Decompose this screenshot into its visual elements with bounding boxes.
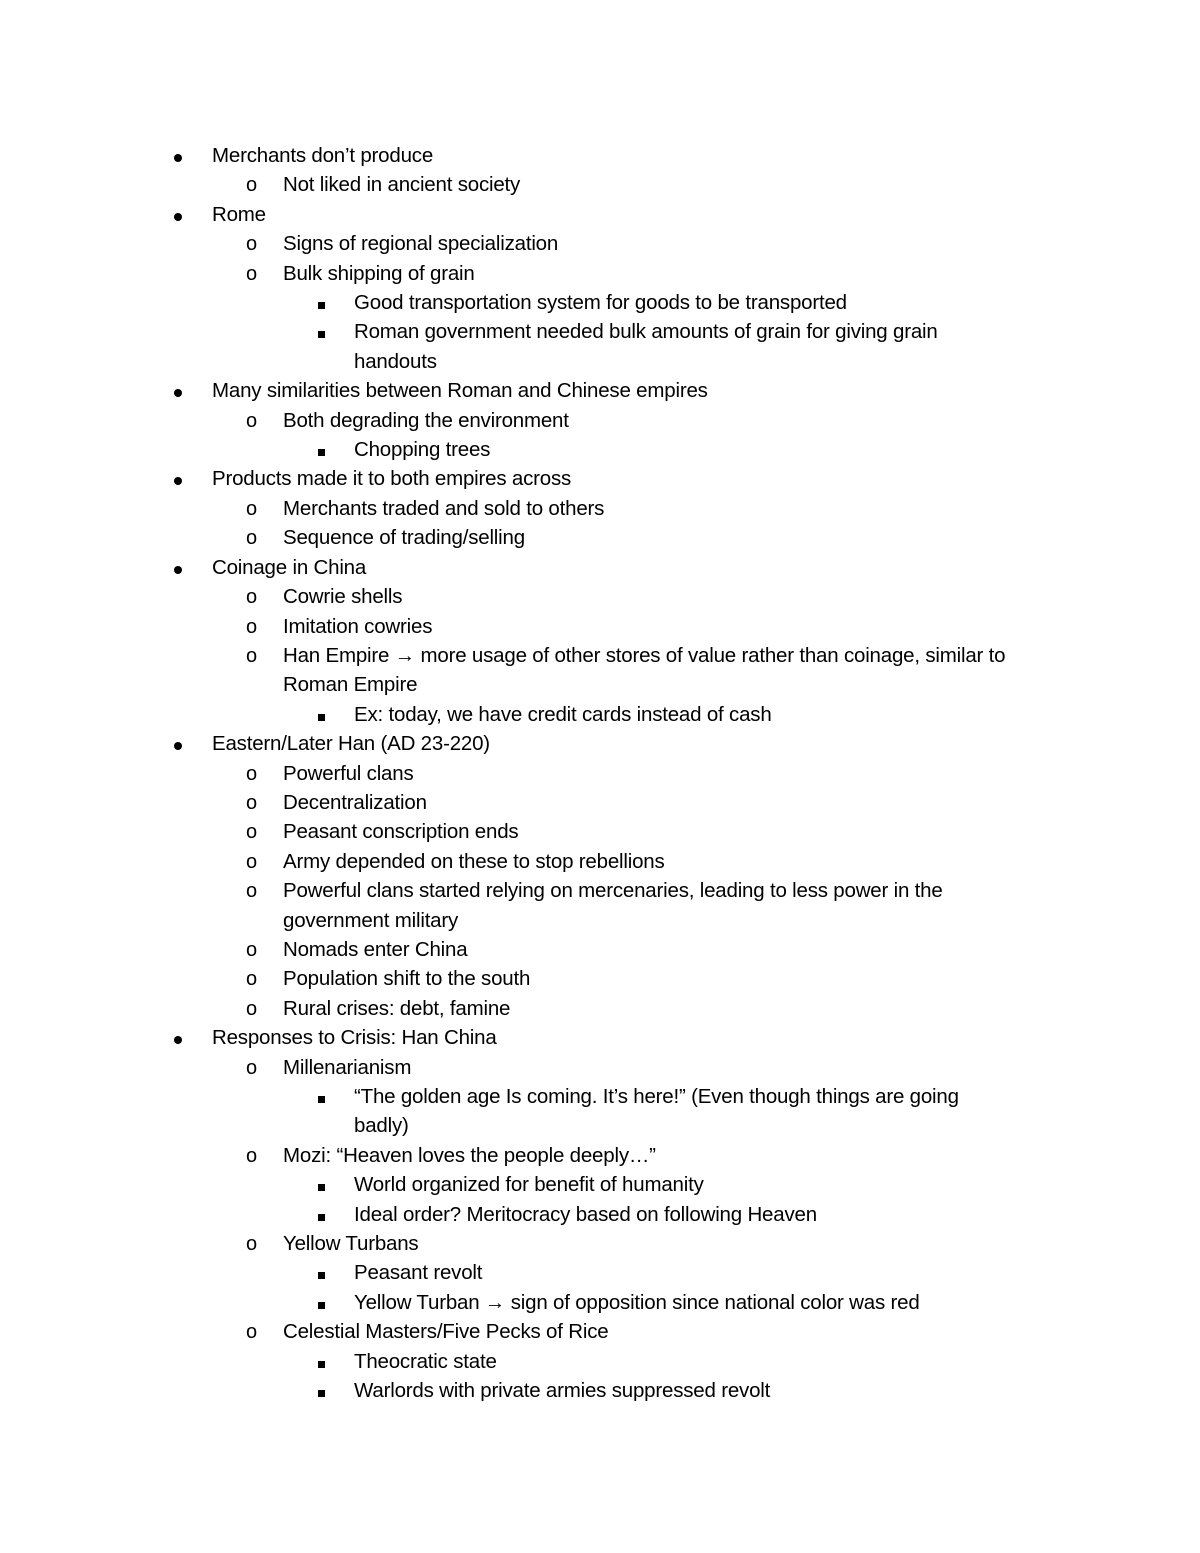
bullet-circle-icon: o [246,762,257,785]
outline-item-level-2 [0,259,1038,288]
outline-item-level-2 [0,1317,1038,1346]
bullet-circle-icon: o [246,615,257,638]
bullet-square-icon [318,1390,325,1397]
bullet-circle-icon: o [246,821,257,844]
bullet-marker [174,200,182,229]
outline-item-text: Yellow Turbans [283,1232,419,1256]
outline-item-level-3 [0,1288,994,1317]
bullet-circle-icon: o [246,880,257,903]
bullet-marker [246,876,257,906]
bullet-square-icon [318,1272,325,1279]
outline-item-text: Ideal order? Meritocracy based on following Heaven [354,1202,817,1226]
bullet-dot-icon [174,213,182,221]
outline-item-level-2 [0,582,1038,611]
outline-item-level-1 [0,729,1032,758]
bullet-marker [318,288,325,317]
bullet-marker [246,494,257,524]
bullet-dot-icon [174,389,182,397]
bullet-circle-icon: o [246,586,257,609]
outline-item-text: Bulk shipping of grain [283,261,475,285]
bullet-marker [174,553,182,582]
bullet-circle-icon: o [246,850,257,873]
outline-item-level-3 [0,1347,994,1376]
bullet-circle-icon: o [246,1233,257,1256]
bullet-marker [318,1288,325,1317]
outline-item-level-3 [0,1376,994,1405]
bullet-marker [246,523,257,553]
bullet-marker [174,464,182,493]
outline-item-level-1 [0,1023,1032,1052]
bullet-marker [318,435,325,464]
outline-item-level-3 [0,1170,994,1199]
bullet-circle-icon: o [246,497,257,520]
notes-outline [0,141,1200,1405]
outline-item-level-3 [0,1258,994,1287]
bullet-marker [246,994,257,1024]
bullet-circle-icon: o [246,1056,257,1079]
outline-item-text: Sequence of trading/selling [283,526,525,550]
bullet-square-icon [318,302,325,309]
outline-item-text: Celestial Masters/Five Pecks of Rice [283,1320,609,1344]
bullet-marker [318,700,325,729]
outline-item-level-3 [0,288,994,317]
outline-item-text: Merchants traded and sold to others [283,496,605,520]
outline-item-level-1 [0,376,1032,405]
outline-item-level-1 [0,464,1032,493]
bullet-marker [174,141,182,170]
bullet-marker [318,317,325,346]
outline-item-level-2 [0,1229,1038,1258]
outline-item-text: Nomads enter China [283,937,468,961]
outline-item-text: Roman government needed bulk amounts of grain for giving grain handouts [354,320,938,373]
outline-item-level-2 [0,1053,1038,1082]
outline-item-text: Merchants don’t produce [212,144,434,167]
outline-item-level-1 [0,553,1032,582]
outline-item-text: Responses to Crisis: Han China [212,1026,497,1050]
outline-item-level-3 [0,1082,994,1141]
outline-item-text: Powerful clans [283,761,414,785]
bullet-square-icon [318,1302,325,1309]
outline-item-text: Signs of regional specialization [283,232,559,256]
outline-item-text: Ex: today, we have credit cards instead of cash [354,702,772,726]
outline-item-level-3 [0,700,994,729]
bullet-marker [246,1053,257,1083]
outline-item-level-1 [0,141,1032,170]
bullet-square-icon [318,1184,325,1191]
outline-item-level-2 [0,935,1038,964]
outline-item-level-2 [0,994,1038,1023]
bullet-marker [246,847,257,877]
bullet-marker [246,229,257,259]
bullet-marker [318,1258,325,1287]
bullet-marker [246,259,257,289]
outline-item-level-3 [0,1200,994,1229]
outline-item-text: Rural crises: debt, famine [283,996,511,1020]
bullet-circle-icon: o [246,233,257,256]
bullet-marker [174,376,182,405]
bullet-circle-icon: o [246,791,257,814]
outline-item-level-2 [0,817,1038,846]
outline-item-level-2 [0,229,1038,258]
outline-item-text: Good transportation system for goods to be transported [354,291,847,315]
bullet-dot-icon [174,477,182,485]
outline-item-text: Army depended on these to stop rebellions [283,849,665,873]
bullet-circle-icon: o [246,409,257,432]
bullet-marker [174,1023,182,1052]
outline-item-level-1 [0,200,1032,229]
outline-item-text: World organized for benefit of humanity [354,1173,704,1197]
bullet-marker [246,1317,257,1347]
bullet-circle-icon: o [246,527,257,550]
outline-item-level-2 [0,1141,1038,1170]
bullet-marker [246,612,257,642]
outline-item-level-2 [0,847,1038,876]
bullet-marker [318,1376,325,1405]
bullet-square-icon [318,331,325,338]
bullet-marker [318,1200,325,1229]
outline-item-level-2 [0,759,1038,788]
outline-item-level-2 [0,964,1038,993]
bullet-marker [174,729,182,758]
bullet-circle-icon: o [246,262,257,285]
bullet-marker [246,935,257,965]
bullet-circle-icon: o [246,997,257,1020]
outline-item-level-2 [0,876,1038,935]
outline-item-level-2 [0,641,1038,700]
outline-item-text: Mozi: “Heaven loves the people deeply…” [283,1143,656,1167]
outline-item-text: “The golden age Is coming. It’s here!” (Even though things are going badly) [354,1085,959,1138]
bullet-dot-icon [174,154,182,162]
bullet-marker [246,406,257,436]
bullet-marker [246,759,257,789]
outline-item-text: Rome [212,202,266,226]
bullet-marker [318,1082,325,1111]
outline-item-text: Warlords with private armies suppressed revolt [354,1379,771,1403]
outline-item-text: Peasant conscription ends [283,820,519,844]
outline-item-text: Han Empire → more usage of other stores of value rather than coinage, similar to Roman Empire [283,643,1006,697]
bullet-circle-icon: o [246,968,257,991]
outline-item-text: Imitation cowries [283,614,433,638]
outline-item-level-2 [0,788,1038,817]
bullet-marker [246,1141,257,1171]
outline-item-text: Peasant revolt [354,1261,483,1285]
bullet-circle-icon: o [246,1321,257,1344]
outline-item-level-2 [0,523,1038,552]
outline-item-text: Yellow Turban → sign of opposition since national color was red [354,1290,920,1314]
bullet-marker [246,817,257,847]
outline-item-text: Powerful clans started relying on mercenaries, leading to less power in the government military [283,879,943,932]
bullet-marker [246,964,257,994]
outline-item-text: Coinage in China [212,555,367,579]
bullet-circle-icon: o [246,938,257,961]
outline-item-text: Millenarianism [283,1055,412,1079]
bullet-dot-icon [174,742,182,750]
bullet-marker [246,582,257,612]
outline-item-text: Products made it to both empires across [212,467,572,491]
bullet-marker [246,641,257,671]
outline-item-level-2 [0,612,1038,641]
outline-item-level-2 [0,494,1038,523]
bullet-marker [246,170,257,200]
outline-item-text: Theocratic state [354,1349,497,1373]
bullet-marker [246,788,257,818]
outline-item-level-3 [0,317,994,376]
outline-item-level-2 [0,170,1038,199]
outline-item-text: Both degrading the environment [283,408,569,432]
bullet-marker [318,1170,325,1199]
outline-item-text: Cowrie shells [283,585,403,609]
outline-item-level-2 [0,406,1038,435]
outline-item-text: Decentralization [283,790,427,814]
outline-item-text: Many similarities between Roman and Chinese empires [212,379,708,403]
bullet-square-icon [318,449,325,456]
outline-item-text: Not liked in ancient society [283,173,521,197]
bullet-dot-icon [174,1036,182,1044]
bullet-circle-icon: o [246,644,257,667]
outline-item-text: Eastern/Later Han (AD 23-220) [212,732,490,756]
outline-item-text: Population shift to the south [283,967,531,991]
bullet-circle-icon: o [246,1144,257,1167]
outline-item-level-3 [0,435,994,464]
bullet-square-icon [318,714,325,721]
bullet-square-icon [318,1361,325,1368]
bullet-circle-icon: o [246,174,257,197]
bullet-marker [318,1347,325,1376]
bullet-marker [246,1229,257,1259]
bullet-square-icon [318,1214,325,1221]
outline-item-text: Chopping trees [354,438,491,462]
bullet-dot-icon [174,566,182,574]
bullet-square-icon [318,1096,325,1103]
